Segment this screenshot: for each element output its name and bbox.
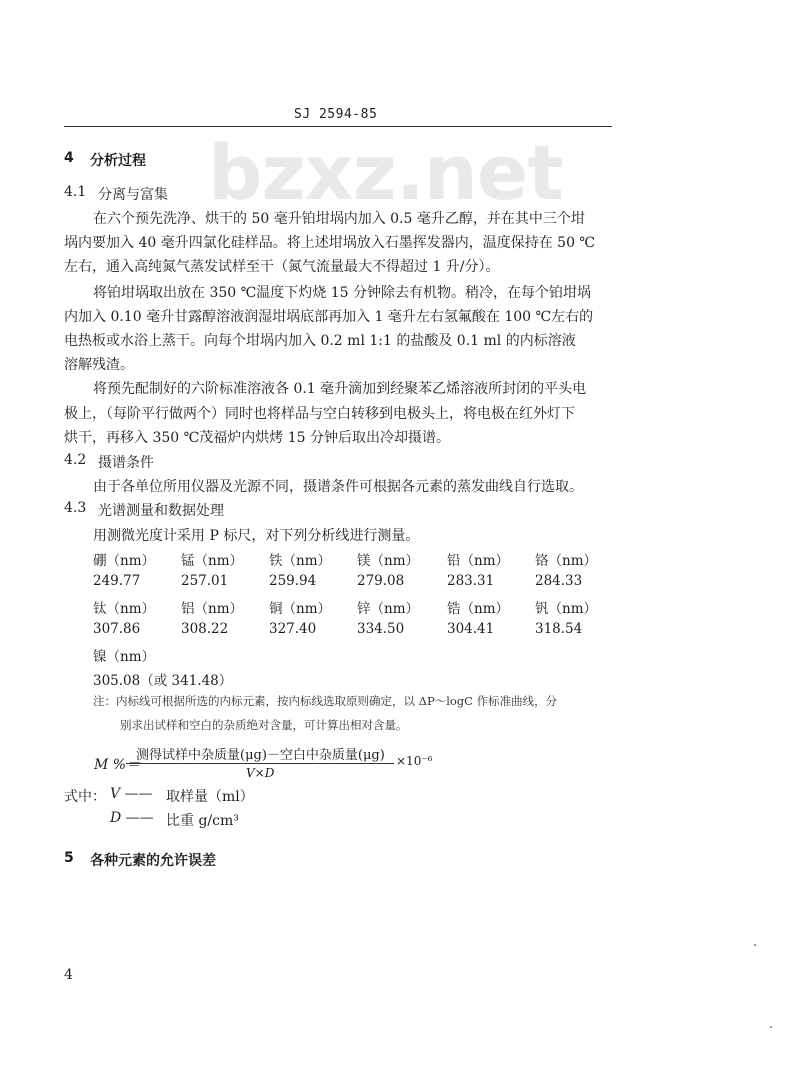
scan-speck: [770, 1026, 772, 1028]
table-value-cell: 305.08（或 341.48）: [93, 673, 233, 689]
page-header: SJ 2594-85: [294, 107, 378, 122]
where-d-desc: 比重 g/cm³: [166, 813, 239, 829]
formula-factor: ×10⁻⁶: [396, 754, 433, 768]
table-label-cell: 铁（nm）: [269, 553, 331, 569]
section-4-1-title: 分离与富集: [98, 187, 168, 203]
paragraph-line: 将铂坩埚取出放在 350 ℃温度下灼烧 15 分钟除去有机物。稍冷，在每个铂坩埚: [93, 285, 591, 301]
note-line: 注：内标线可根据所选的内标元素，按内标线选取原则确定，以 ΔP～logC 作标准曲线，分: [93, 694, 558, 708]
table-label-cell: 镁（nm）: [357, 553, 419, 569]
paragraph-line: 埚内要加入 40 毫升四氯化硅样品。将上述坩埚放入石墨挥发器内，温度保持在 50 ℃: [64, 235, 596, 251]
table-label-cell: 硼（nm）: [93, 553, 155, 569]
fraction-bar: [126, 763, 394, 764]
table-value-cell: 279.08: [357, 573, 405, 589]
table-value-cell: 284.33: [535, 573, 583, 589]
section-4-2-number: 4.2: [64, 452, 87, 468]
table-value-cell: 334.50: [357, 621, 405, 637]
paragraph-line: 内加入 0.10 毫升甘露醇溶液润湿坩埚底部再加入 1 毫升左右氢氟酸在 100 ℃左右的: [64, 309, 594, 325]
paragraph-line: 左右，通入高纯氮气蒸发试样至干（氮气流量最大不得超过 1 升/分）。: [64, 259, 500, 275]
paragraph-line: 极上，（每阶平行做两个）同时也将样品与空白转移到电极头上，将电极在红外灯下: [64, 406, 575, 422]
table-label-cell: 锰（nm）: [181, 553, 243, 569]
formula-lhs: M %＝: [94, 757, 141, 773]
section-5-number: 5: [64, 850, 74, 866]
section-4-3-number: 4.3: [64, 500, 87, 516]
section-4-1-number: 4.1: [64, 184, 87, 200]
paragraph-line: 烘干，再移入 350 ℃茂福炉内烘烤 15 分钟后取出冷却摄谱。: [64, 430, 450, 446]
table-value-cell: 257.01: [181, 573, 229, 589]
where-v-desc: 取样量（ml）: [166, 789, 254, 805]
table-label-cell: 镍（nm）: [93, 649, 155, 665]
table-value-cell: 249.77: [93, 573, 141, 589]
table-label-cell: 铅（nm）: [447, 553, 509, 569]
scan-speck: [754, 944, 756, 946]
where-d-symbol: D ——: [110, 810, 154, 826]
formula-numerator: 测得试样中杂质量(μg)－空白中杂质量(μg): [136, 748, 385, 763]
section-4-title: 分析过程: [90, 153, 146, 169]
table-label-cell: 铜（nm）: [269, 601, 331, 617]
table-value-cell: 307.86: [93, 621, 141, 637]
section-4-number: 4: [64, 150, 74, 166]
watermark-text: bzxz.net: [208, 128, 563, 217]
page-number: 4: [64, 967, 73, 983]
paragraph-line: 溶解残渣。: [64, 357, 134, 373]
section-5-title: 各种元素的允许误差: [90, 853, 216, 869]
table-value-cell: 327.40: [269, 621, 317, 637]
table-label-cell: 钒（nm）: [535, 601, 597, 617]
section-4-3-title: 光谱测量和数据处理: [98, 503, 224, 519]
table-label-cell: 锆（nm）: [447, 601, 509, 617]
paragraph-line: 用测微光度计采用 P 标尺，对下列分析线进行测量。: [93, 528, 420, 544]
where-v-symbol: V ——: [110, 786, 153, 802]
table-value-cell: 308.22: [181, 621, 229, 637]
table-label-cell: 钛（nm）: [93, 601, 155, 617]
table-label-cell: 铝（nm）: [181, 601, 243, 617]
table-label-cell: 铬（nm）: [535, 553, 597, 569]
section-4-2-title: 摄谱条件: [98, 455, 154, 471]
formula-denominator: V×D: [246, 766, 275, 780]
paragraph-line: 在六个预先洗净、烘干的 50 毫升铂坩埚内加入 0.5 毫升乙醇，并在其中三个坩: [93, 211, 585, 227]
table-value-cell: 283.31: [447, 573, 495, 589]
paragraph-line: 由于各单位所用仪器及光源不同，摄谱条件可根据各元素的蒸发曲线自行选取。: [93, 479, 583, 495]
header-rule: [64, 126, 612, 127]
table-value-cell: 259.94: [269, 573, 317, 589]
note-line: 别求出试样和空白的杂质绝对含量，可计算出相对含量。: [120, 718, 408, 732]
table-value-cell: 318.54: [535, 621, 583, 637]
paragraph-line: 将预先配制好的六阶标准溶液各 0.1 毫升滴加到经聚苯乙烯溶液所封闭的平头电: [93, 381, 587, 397]
table-value-cell: 304.41: [447, 621, 495, 637]
where-prefix: 式中：: [64, 789, 106, 805]
table-label-cell: 锌（nm）: [357, 601, 419, 617]
paragraph-line: 电热板或水浴上蒸干。向每个坩埚内加入 0.2 ml 1:1 的盐酸及 0.1 ml 的内标溶液: [64, 333, 576, 349]
